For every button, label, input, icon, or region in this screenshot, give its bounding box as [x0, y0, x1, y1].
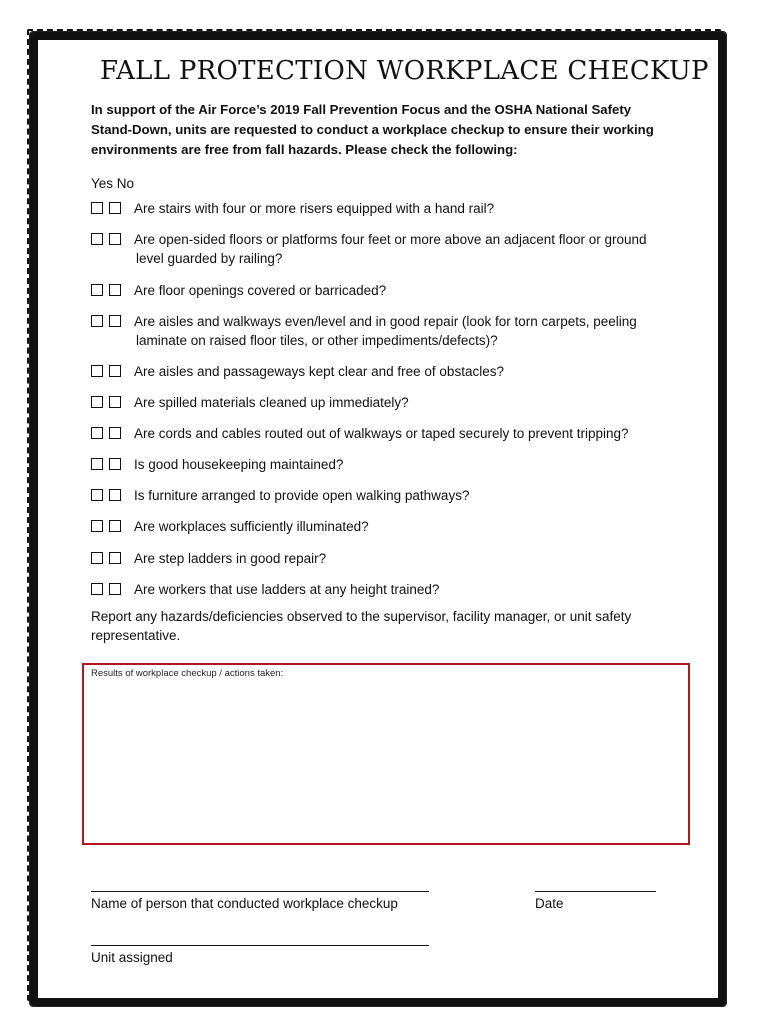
no-checkbox[interactable]	[109, 396, 121, 408]
no-checkbox[interactable]	[109, 315, 121, 327]
question-row	[91, 455, 681, 474]
form-title: FALL PROTECTION WORKPLACE CHECKUP	[100, 56, 709, 86]
question-text: Are step ladders in good repair?	[134, 551, 327, 566]
question-row	[91, 486, 681, 505]
yes-no-header: Yes No	[91, 176, 135, 191]
no-checkbox[interactable]	[109, 583, 121, 595]
question-text-continued: level guarded by railing?	[136, 251, 283, 266]
answer-checkboxes	[91, 455, 127, 474]
yes-checkbox[interactable]	[91, 489, 103, 501]
question-row	[91, 312, 681, 350]
question-text: Are cords and cables routed out of walkways or taped securely to prevent tripping?	[134, 426, 629, 441]
yes-checkbox[interactable]	[91, 233, 103, 245]
answer-checkboxes	[91, 424, 127, 443]
answer-checkboxes	[91, 230, 127, 249]
question-text: Are workers that use ladders at any height trained?	[134, 582, 440, 597]
yes-checkbox[interactable]	[91, 552, 103, 564]
no-checkbox[interactable]	[109, 489, 121, 501]
intro-paragraph: In support of the Air Force’s 2019 Fall Prevention Focus and the OSHA National Safety Stand-Down, units are requested to conduct a workplace checkup to ensure their working environments are free from fall hazards. Please check the following:	[91, 102, 654, 157]
yes-checkbox[interactable]	[91, 427, 103, 439]
yes-checkbox[interactable]	[91, 365, 103, 377]
yes-checkbox[interactable]	[91, 284, 103, 296]
answer-checkboxes	[91, 549, 127, 568]
answer-checkboxes	[91, 312, 127, 331]
question-row	[91, 362, 681, 381]
unit-signature-line[interactable]	[91, 945, 429, 946]
no-checkbox[interactable]	[109, 552, 121, 564]
results-label: Results of workplace checkup / actions taken:	[91, 668, 284, 679]
report-instructions: Report any hazards/deficiencies observed to the supervisor, facility manager, or unit safety representative.	[91, 609, 632, 643]
question-row	[91, 549, 681, 568]
no-checkbox[interactable]	[109, 202, 121, 214]
no-checkbox[interactable]	[109, 233, 121, 245]
name-label: Name of person that conducted workplace checkup	[91, 896, 398, 911]
answer-checkboxes	[91, 362, 127, 381]
answer-checkboxes	[91, 580, 127, 599]
question-text: Are floor openings covered or barricaded?	[134, 283, 387, 298]
question-text: Is furniture arranged to provide open walking pathways?	[134, 488, 470, 503]
unit-label: Unit assigned	[91, 950, 173, 965]
question-row	[91, 230, 681, 268]
question-row	[91, 393, 681, 412]
date-signature-line[interactable]	[535, 891, 656, 892]
answer-checkboxes	[91, 199, 127, 218]
answer-checkboxes	[91, 393, 127, 412]
question-text: Are workplaces sufficiently illuminated?	[134, 519, 369, 534]
no-checkbox[interactable]	[109, 365, 121, 377]
answer-checkboxes	[91, 486, 127, 505]
yes-checkbox[interactable]	[91, 458, 103, 470]
question-text: Are open-sided floors or platforms four feet or more above an adjacent floor or ground	[134, 232, 647, 247]
question-row	[91, 517, 681, 536]
no-checkbox[interactable]	[109, 458, 121, 470]
answer-checkboxes	[91, 517, 127, 536]
yes-checkbox[interactable]	[91, 315, 103, 327]
yes-checkbox[interactable]	[91, 396, 103, 408]
results-textbox[interactable]	[82, 663, 690, 845]
question-text: Are stairs with four or more risers equipped with a hand rail?	[134, 201, 495, 216]
question-row	[91, 199, 681, 218]
question-text: Is good housekeeping maintained?	[134, 457, 344, 472]
yes-checkbox[interactable]	[91, 202, 103, 214]
question-text: Are aisles and passageways kept clear and free of obstacles?	[134, 364, 504, 379]
yes-checkbox[interactable]	[91, 583, 103, 595]
question-row	[91, 580, 681, 599]
no-checkbox[interactable]	[109, 427, 121, 439]
question-text-continued: laminate on raised floor tiles, or other impediments/defects)?	[136, 333, 498, 348]
answer-checkboxes	[91, 281, 127, 300]
no-checkbox[interactable]	[109, 520, 121, 532]
question-row	[91, 281, 681, 300]
question-text: Are spilled materials cleaned up immediately?	[134, 395, 409, 410]
no-checkbox[interactable]	[109, 284, 121, 296]
yes-checkbox[interactable]	[91, 520, 103, 532]
name-signature-line[interactable]	[91, 891, 429, 892]
question-row	[91, 424, 681, 443]
date-label: Date	[535, 896, 564, 911]
question-text: Are aisles and walkways even/level and in good repair (look for torn carpets, peeling	[134, 314, 637, 329]
